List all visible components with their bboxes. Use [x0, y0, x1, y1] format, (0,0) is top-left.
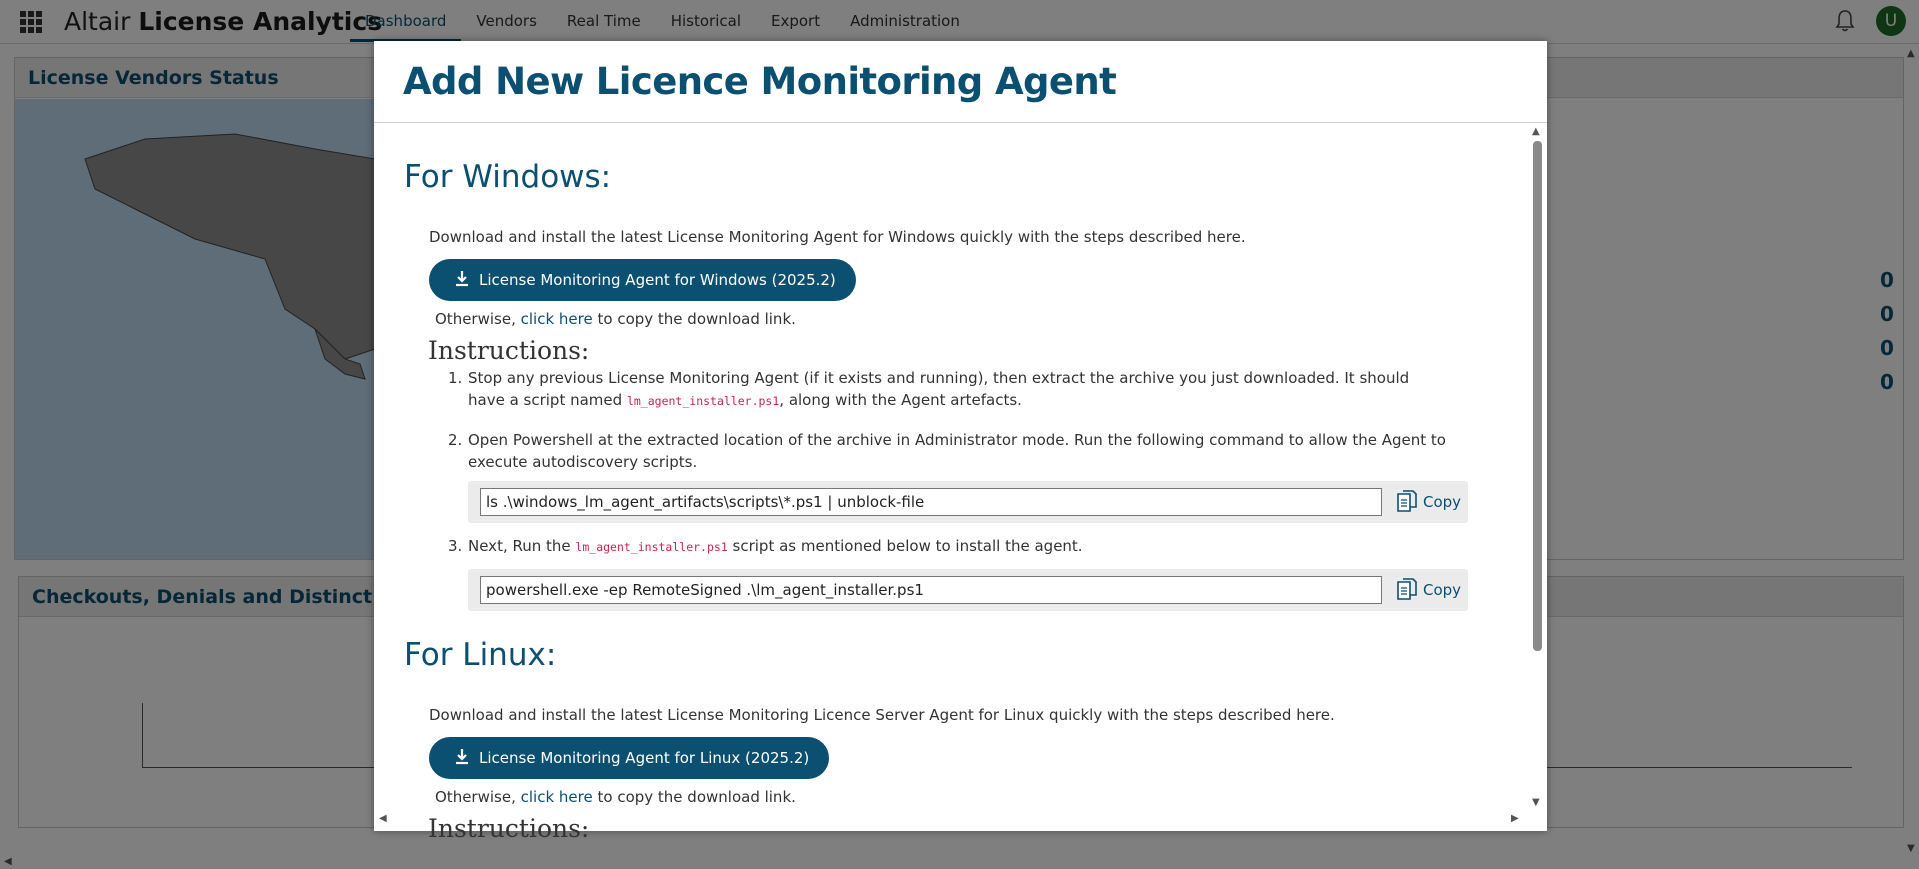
unblock-command-field[interactable]: ls .\windows_lm_agent_artifacts\scripts\*.ps1 | unblock-file — [480, 488, 1382, 516]
installer-filename: lm_agent_installer.ps1 — [626, 394, 780, 408]
modal-horizontal-scrollbar[interactable] — [374, 809, 1530, 829]
download-icon — [454, 270, 470, 288]
scroll-down-icon[interactable]: ▼ — [1532, 797, 1540, 808]
windows-copy-link[interactable]: click here — [520, 310, 593, 328]
windows-description: Download and install the latest License Monitoring Agent for Windows quickly with the steps described here. — [429, 228, 1246, 246]
step3-text-a: Next, Run the — [468, 537, 571, 555]
installer-filename: lm_agent_installer.ps1 — [575, 540, 728, 554]
copy-icon — [1396, 489, 1418, 513]
modal-vertical-scrollbar[interactable] — [1530, 124, 1545, 808]
linux-instructions-heading: Instructions: — [428, 814, 590, 843]
step1-text-a: Stop any previous License Monitoring Agent (if it exists and running), then extract the archive you just downloaded. It should have a script named — [468, 369, 1410, 409]
install-command-field[interactable]: powershell.exe -ep RemoteSigned .\lm_agent_installer.ps1 — [480, 576, 1382, 604]
linux-heading: For Linux: — [404, 637, 557, 673]
scrollbar-thumb[interactable] — [1533, 141, 1542, 651]
otherwise-prefix: Otherwise, — [435, 788, 516, 806]
instruction-step-1 — [448, 367, 1448, 411]
step-number: 1. — [448, 369, 463, 387]
otherwise-suffix: to copy the download link. — [597, 788, 796, 806]
command-box-install — [468, 569, 1468, 611]
modal-title: Add New Licence Monitoring Agent — [403, 60, 1117, 103]
windows-heading: For Windows: — [404, 159, 612, 195]
step3-text-b: script as mentioned below to install the agent. — [732, 537, 1083, 555]
scroll-left-icon[interactable]: ◀ — [379, 813, 387, 824]
copy-icon — [1396, 577, 1418, 601]
windows-download-label: License Monitoring Agent for Windows (2025.2) — [479, 271, 836, 289]
step-number: 2. — [448, 431, 463, 449]
instruction-step-2 — [448, 429, 1448, 473]
linux-copy-link[interactable]: click here — [520, 788, 593, 806]
linux-download-button[interactable] — [429, 737, 829, 779]
modal-body — [374, 124, 1529, 843]
step-text — [468, 535, 1448, 558]
modal-header — [374, 41, 1547, 123]
step-text — [468, 367, 1448, 412]
instruction-step-3 — [448, 535, 1448, 557]
scroll-up-icon[interactable]: ▲ — [1532, 126, 1540, 137]
windows-download-button[interactable] — [429, 259, 856, 301]
copy-label: Copy — [1423, 493, 1462, 511]
copy-label: Copy — [1423, 581, 1462, 599]
command-box-unblock — [468, 481, 1468, 523]
otherwise-suffix: to copy the download link. — [597, 310, 796, 328]
step-text: Open Powershell at the extracted location of the archive in Administrator mode. Run the following command to allow the Agent to execute autodiscovery scripts. — [468, 431, 1446, 471]
step-number: 3. — [448, 537, 463, 555]
windows-instructions-heading: Instructions: — [428, 336, 590, 365]
linux-description: Download and install the latest License Monitoring Licence Server Agent for Linux quickly with the steps described here. — [429, 706, 1335, 724]
download-icon — [454, 748, 470, 766]
linux-download-label: License Monitoring Agent for Linux (2025.2) — [479, 749, 810, 767]
windows-otherwise-text — [435, 310, 796, 328]
scroll-right-icon[interactable]: ▶ — [1511, 813, 1519, 824]
step1-text-b: , along with the Agent artefacts. — [779, 391, 1022, 409]
add-agent-modal — [374, 41, 1547, 843]
linux-otherwise-text — [435, 788, 796, 806]
otherwise-prefix: Otherwise, — [435, 310, 516, 328]
